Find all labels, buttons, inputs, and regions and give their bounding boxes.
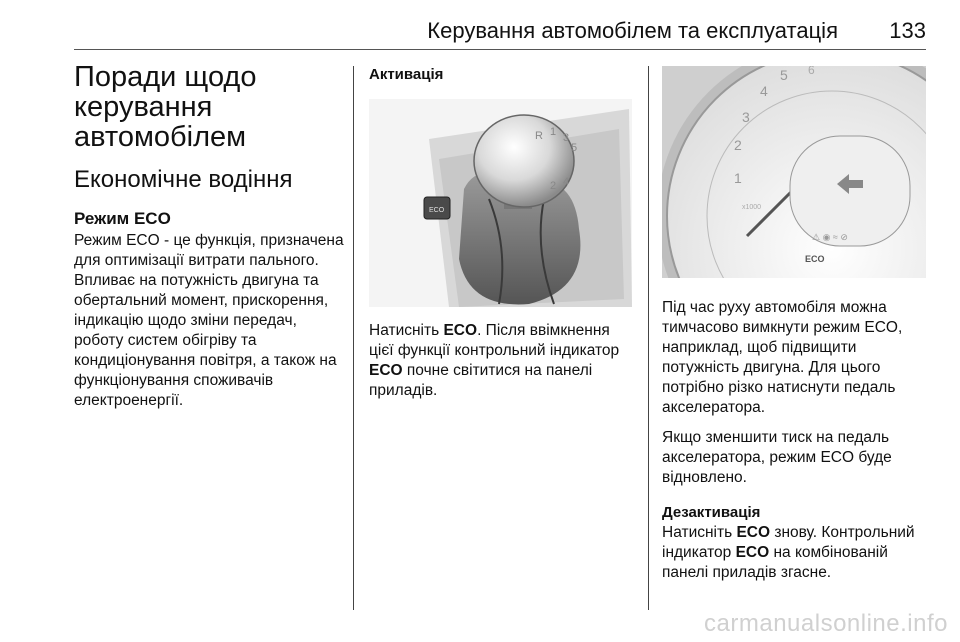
activation-text-3: почне світитися на панелі приладів.	[369, 362, 593, 399]
warning-icons-row: ⚠ ◉ ≈ ⊘	[812, 232, 848, 242]
activation-eco-bold-1: ECO	[443, 322, 478, 339]
activation-text-2: . Після ввімкнення цієї функції контрольний індикатор	[369, 322, 620, 359]
gauge-number-4: 4	[760, 83, 768, 99]
deactivation-text-3: на комбінованій панелі приладів згасне.	[662, 544, 888, 581]
instrument-cluster-illustration	[662, 66, 926, 278]
activation-paragraph	[369, 321, 635, 401]
gear-shifter-illustration	[369, 99, 632, 307]
restore-paragraph: Якщо зменшити тиск на педаль акселератора, режим ECO буде відновлено.	[662, 429, 892, 486]
page-number: 133	[889, 18, 926, 43]
shifter-label-R: R	[535, 130, 543, 142]
shifter-label-1: 1	[550, 126, 557, 138]
subheading: Економічне водіння	[74, 166, 293, 193]
gauge-unit: x1000	[742, 204, 762, 211]
shifter-label-5: 5	[571, 142, 578, 154]
gauge-number-3: 3	[742, 109, 750, 125]
page-header	[74, 18, 926, 46]
gauge-number-1: 1	[734, 170, 742, 186]
deactivation-eco-bold-2: ECO	[735, 544, 770, 561]
column-divider-1	[353, 66, 354, 610]
figure-gear-shifter	[369, 99, 632, 307]
shifter-label-2: 2	[550, 180, 557, 192]
section-heading-activation: Активація	[369, 66, 444, 83]
eco-button-text: ECO	[429, 207, 445, 214]
activation-eco-bold-2: ECO	[369, 362, 403, 379]
column-divider-2	[648, 66, 649, 610]
gauge-number-6: 6	[808, 66, 815, 77]
eco-mode-description: Режим ECO - це функція, призначена для оптимізації витрати пального. Впливає на потужність двигуна та обертальний момент, прискорення, індикацію щодо зміни передач, роботу систем обігріву та кондиціонування повітря, а також на функціонування споживачів електроенергії.	[74, 232, 344, 409]
deactivation-paragraph	[662, 523, 926, 583]
shifter-label-3: 3	[563, 132, 570, 144]
section-heading-eco-mode: Режим ECO	[74, 209, 171, 228]
deactivation-text-2: знову. Контрольний індикатор	[662, 524, 915, 561]
column-1	[74, 62, 344, 411]
running-title: Керування автомобілем та експлуатація	[427, 18, 838, 43]
gauge-number-5: 5	[780, 67, 788, 83]
deactivation-eco-bold-1: ECO	[736, 524, 771, 541]
column-2	[369, 62, 635, 401]
header-rule	[74, 49, 926, 50]
section-heading-deactivation: Дезактивація	[662, 504, 761, 521]
column-3	[662, 66, 926, 583]
activation-text-1: Натисніть	[369, 322, 444, 339]
gauge-number-2: 2	[734, 137, 742, 153]
shifter-label-4: 4	[563, 176, 570, 188]
chapter-heading: Поради щодо керування автомобілем	[74, 61, 257, 153]
deactivation-text-1: Натисніть	[662, 524, 737, 541]
watermark: carmanualsonline.info	[704, 610, 948, 637]
temporary-disable-paragraph: Під час руху автомобіля можна тимчасово вимкнути режим ECO, наприклад, щоб підвищити потужність двигуна. Для цього потрібно різко натиснути педаль акселератора.	[662, 299, 903, 416]
figure-instrument-cluster	[662, 66, 926, 278]
eco-indicator-text: ECO	[805, 254, 825, 264]
